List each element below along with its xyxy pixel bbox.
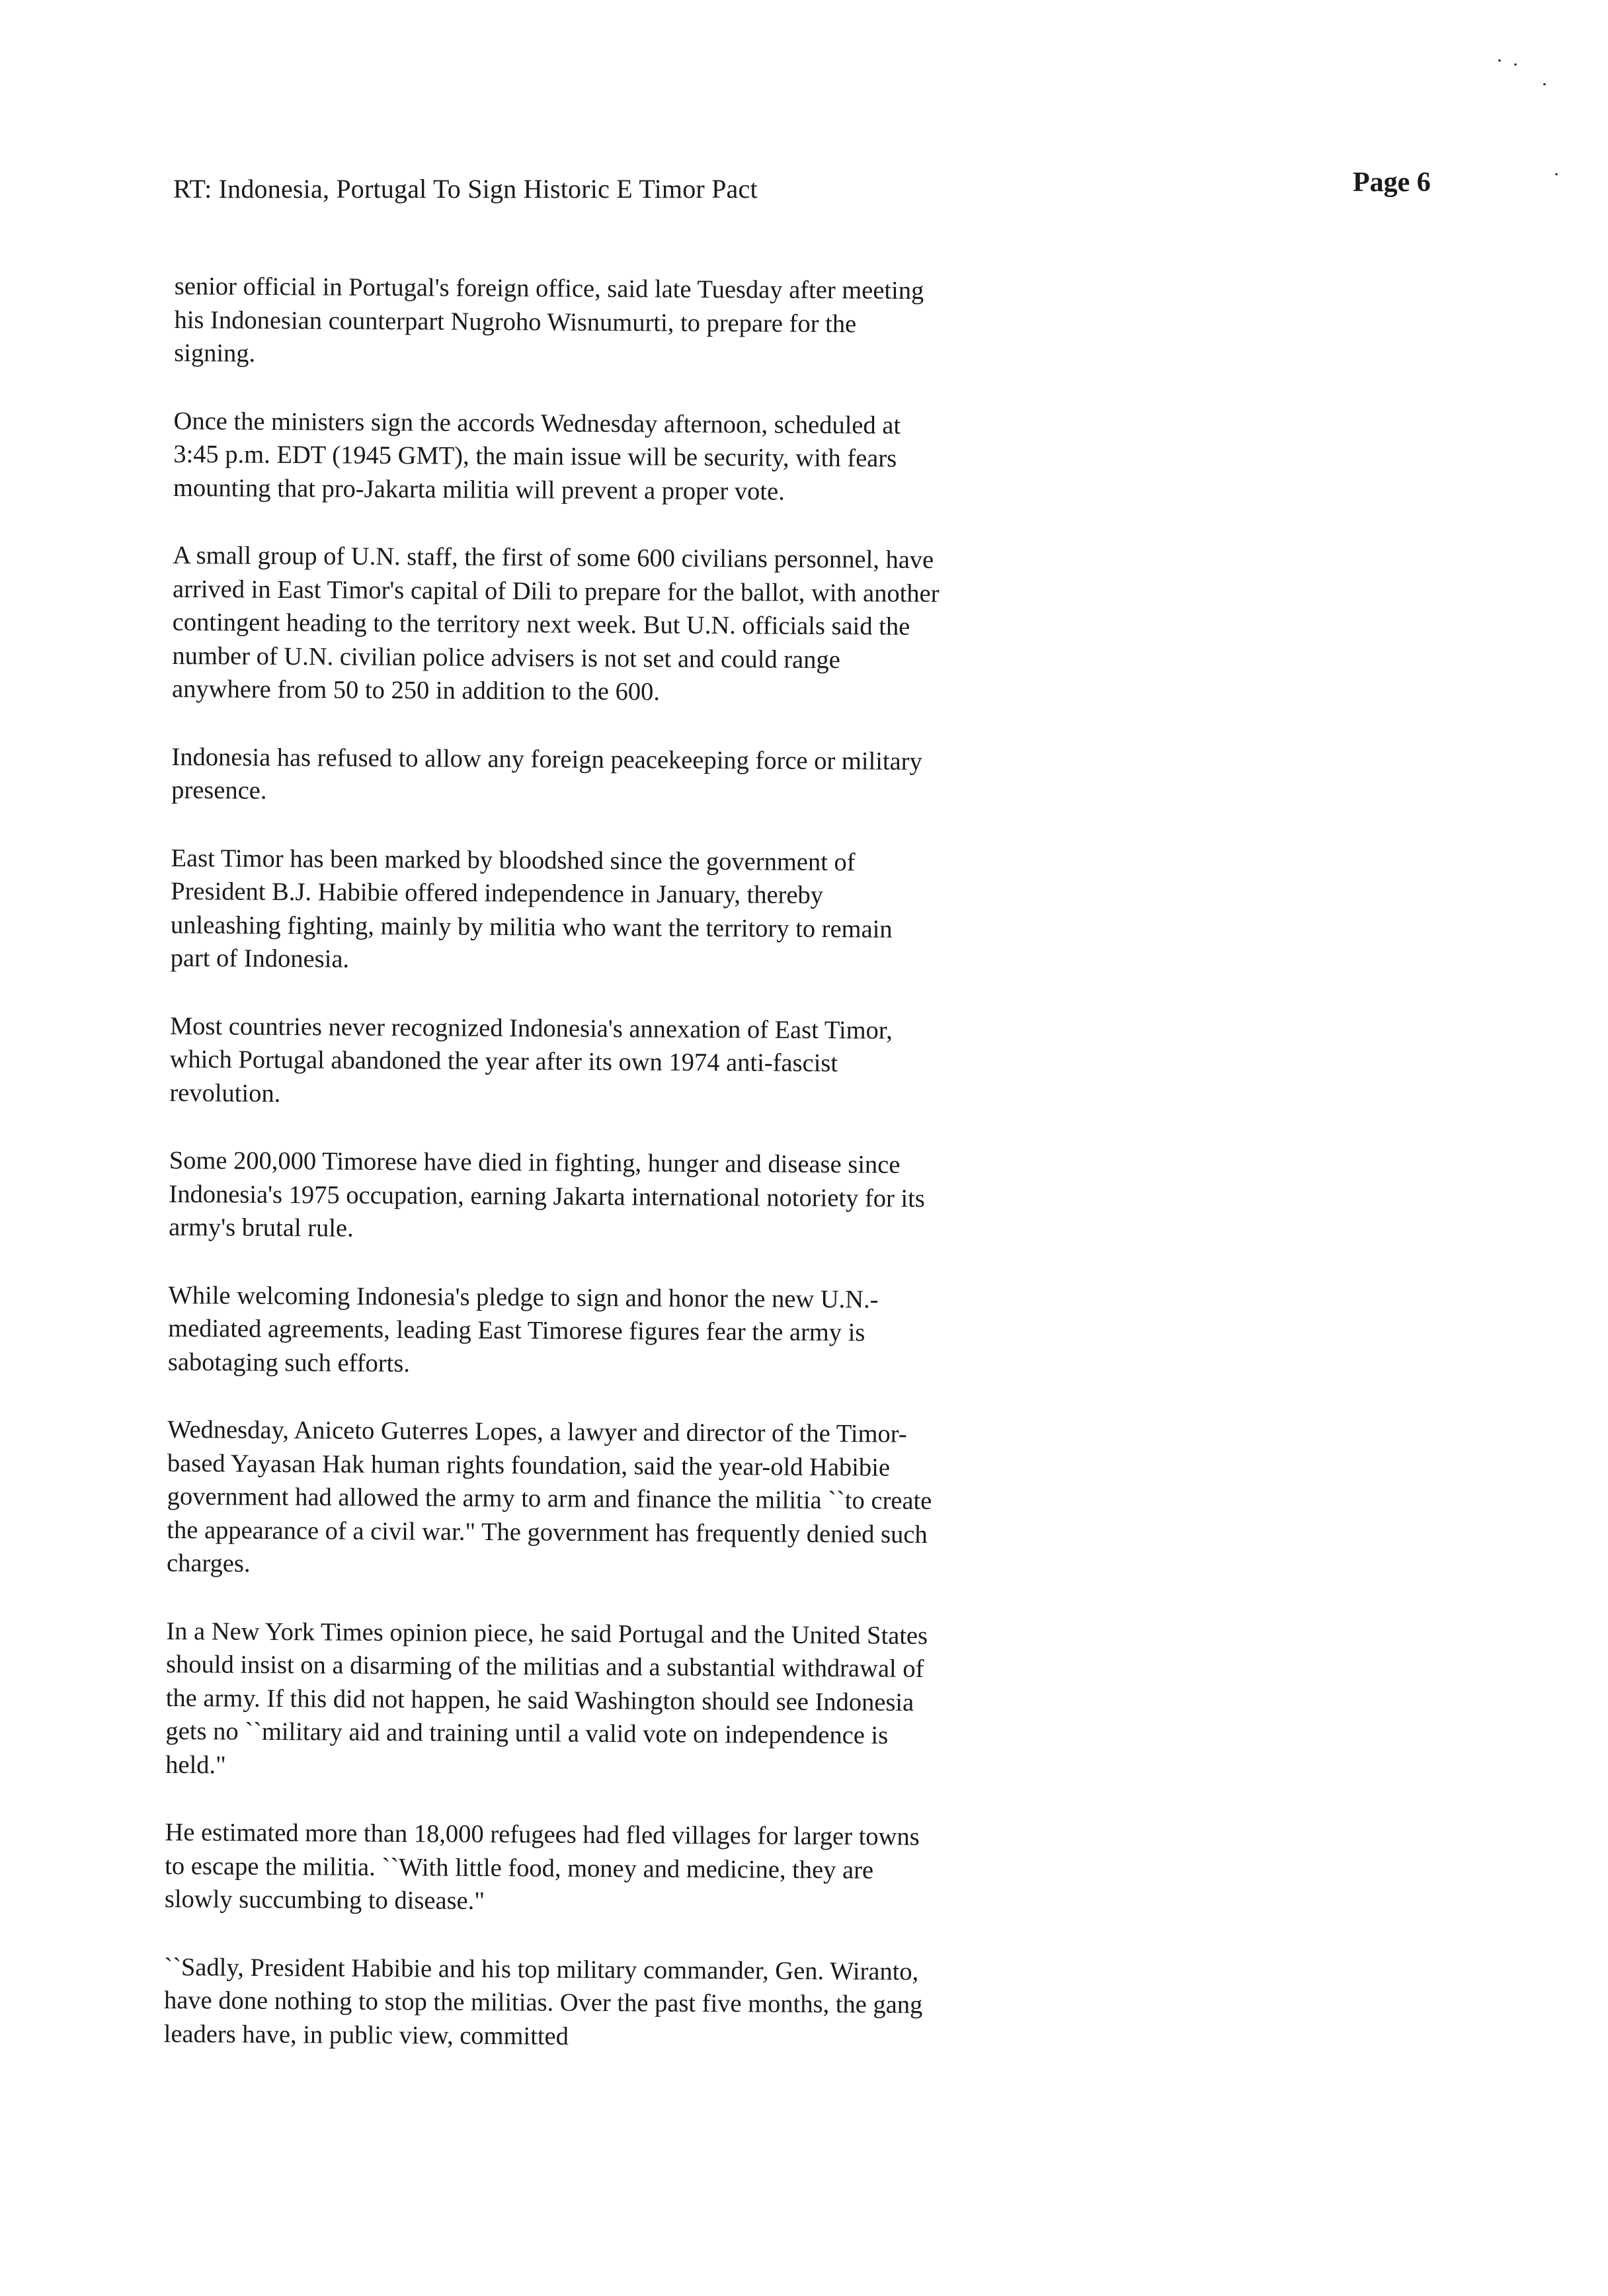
paragraph-9: Wednesday, Aniceto Guterres Lopes, a lawyer and director of the Timor-based Yayasan Hak human rights foundation, said the year-old Habibie government had allowed the army to arm and finance the militia ``to create the appearance of a civil war." The government has frequently denied such charges. [166, 1415, 932, 1578]
paragraph-11: He estimated more than 18,000 refugees had fled villages for larger towns to escape the militia. ``With little food, money and medicine, they are slowly succumbing to disease." [164, 1818, 920, 1915]
page-number: Page 6 [1353, 167, 1431, 198]
paragraph-3: A small group of U.N. staff, the first of some 600 civilians personnel, have arrived in East Timor's capital of Dili to prepare for the ballot, with another contingent heading to the territory next week. But U.N. officials said the number of U.N. civilian police advisers is not set and could range anywhere from 50 to 250 in addition to the 600. [171, 541, 940, 706]
paragraph-1: senior official in Portugal's foreign office, said late Tuesday after meeting his Indonesian counterpart Nugroho Wisnumurti, to prepare for the signing. [174, 272, 924, 368]
page-header-title: RT: Indonesia, Portugal To Sign Historic E Timor Pact [173, 174, 758, 204]
paragraph-6: Most countries never recognized Indonesia's annexation of East Timor, which Portugal abandoned the year after its own 1974 anti-fascist revolution. [169, 1012, 893, 1108]
article-body [163, 270, 942, 2090]
paragraph-2: Once the ministers sign the accords Wednesday afternoon, scheduled at 3:45 p.m. EDT (1945 GMT), the main issue will be security, with fears mounting that pro-Jakarta militia will prevent a proper vote. [173, 407, 901, 506]
scan-speck [1555, 173, 1558, 175]
paragraph-7: Some 200,000 Timorese have died in fighting, hunger and disease since Indonesia's 1975 occupation, earning Jakarta international notoriety for its army's brutal rule. [169, 1146, 925, 1243]
scan-speck [1498, 60, 1501, 62]
paragraph-10: In a New York Times opinion piece, he said Portugal and the United States should insist on a disarming of the militias and a substantial withdrawal of the army. If this did not happen, he said Washington should see Indonesia gets no ``military aid and training until a valid vote on independence is held." [165, 1617, 928, 1780]
paragraph-12: ``Sadly, President Habibie and his top military commander, Gen. Wiranto, have done nothing to stop the militias. Over the past five months, the gang leaders have, in public view, committed [163, 1953, 923, 2051]
scan-speck [1514, 63, 1517, 65]
scan-speck [1543, 83, 1546, 85]
paragraph-4: Indonesia has refused to allow any foreign peacekeeping force or military presence. [171, 743, 922, 805]
paragraph-8: While welcoming Indonesia's pledge to sign and honor the new U.N.-mediated agreements, leading East Timorese figures fear the army is sabotaging such efforts. [167, 1281, 879, 1377]
paragraph-5: East Timor has been marked by bloodshed since the government of President B.J. Habibie offered independence in January, thereby unleashing fighting, mainly by militia who want the territory to remain part of Indonesia. [170, 844, 893, 973]
